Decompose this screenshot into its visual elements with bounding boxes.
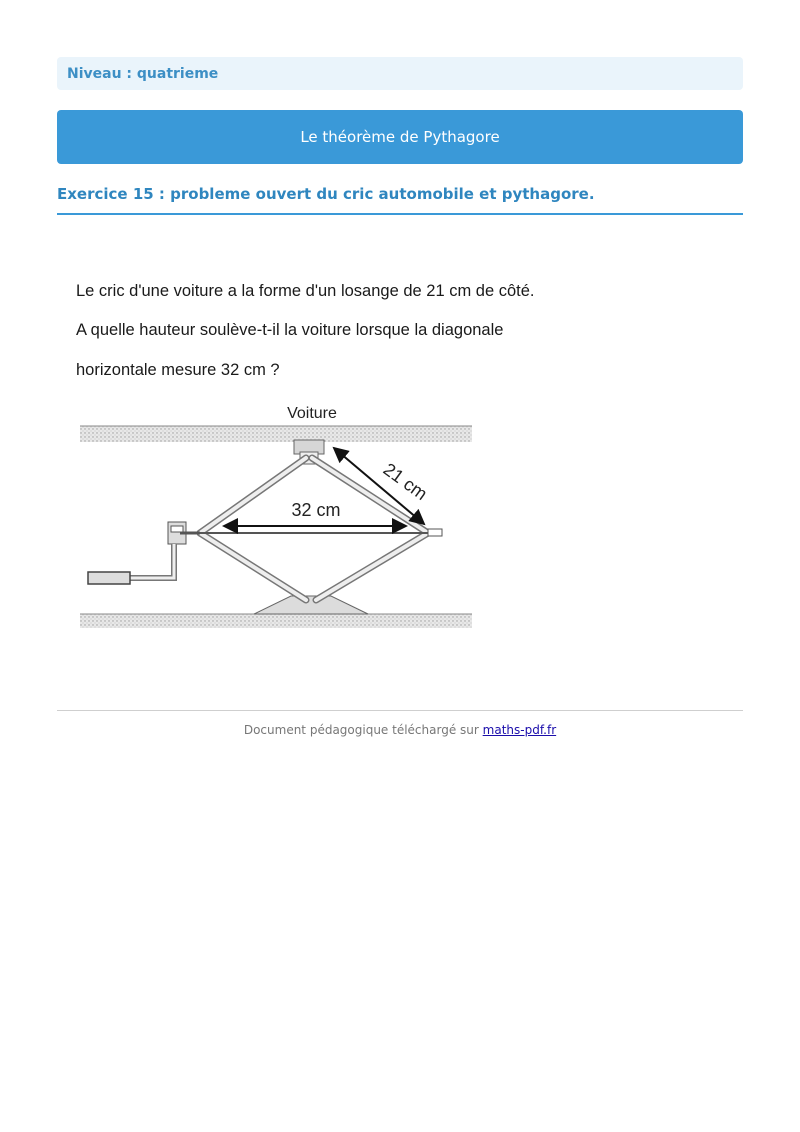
- footer-link[interactable]: maths-pdf.fr: [482, 723, 557, 737]
- exercise-scan: [70, 270, 540, 640]
- lesson-title: Le théorème de Pythagore: [300, 128, 500, 146]
- horizontal-dimension-label: 32 cm: [291, 500, 341, 520]
- ground-band: [80, 614, 472, 628]
- exercise-text-line-2: A quelle hauteur soulève-t-il la voiture lorsque la diagonale: [76, 321, 504, 339]
- exercise-text-line-1: Le cric d'une voiture a la forme d'un losange de 21 cm de côté.: [76, 282, 535, 300]
- car-jack-figure: [76, 400, 476, 635]
- car-underside: [80, 426, 472, 442]
- bottom-base: [254, 596, 368, 614]
- level-label: Niveau : quatrieme: [67, 65, 219, 82]
- exercise-title: Exercice 15 : probleme ouvert du cric automobile et pythagore.: [57, 185, 743, 215]
- footer: [57, 723, 743, 737]
- level-bar: [57, 57, 743, 90]
- footer-divider: [57, 710, 743, 711]
- car-label: Voiture: [287, 405, 337, 422]
- exercise-text-line-3: horizontale mesure 32 cm ?: [76, 361, 280, 379]
- footer-text: Document pédagogique téléchargé sur: [243, 723, 479, 737]
- side-dimension-label: 21 cm: [379, 459, 432, 505]
- lesson-title-banner: [57, 110, 743, 164]
- crank-handle: [88, 522, 200, 584]
